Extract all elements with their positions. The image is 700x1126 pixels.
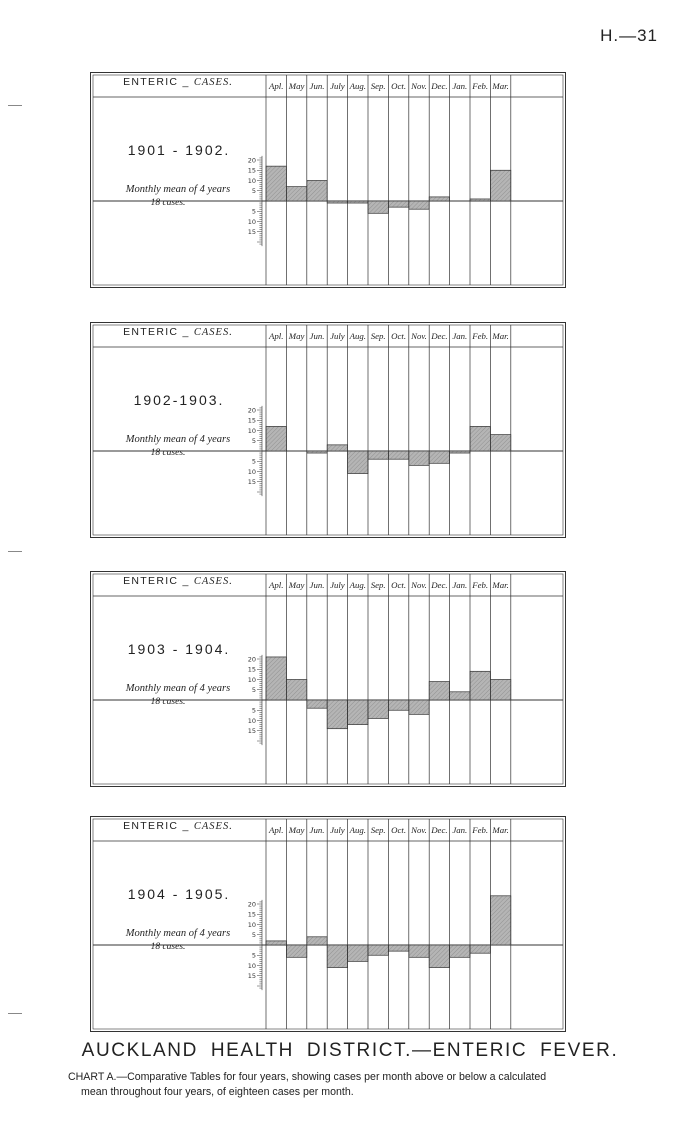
month-label: Jan. bbox=[452, 825, 468, 835]
month-label: Jan. bbox=[452, 580, 468, 590]
y-tick-label: 10 bbox=[247, 176, 256, 185]
month-label: July bbox=[330, 331, 345, 341]
outer-border bbox=[91, 323, 566, 538]
y-tick-label: 5 bbox=[251, 187, 256, 196]
bar-sep bbox=[368, 700, 388, 718]
month-label: Apl. bbox=[268, 81, 284, 91]
y-tick-label: 10 bbox=[247, 716, 256, 725]
chart-heading: ENTERIC _ CASES. bbox=[123, 575, 233, 587]
y-tick-label: 15 bbox=[247, 228, 256, 237]
chart-heading: ENTERIC _ CASES. bbox=[123, 820, 233, 832]
chart-year-label: 1904 - 1905. bbox=[127, 886, 231, 902]
month-label: May bbox=[288, 825, 305, 835]
month-label: Mar. bbox=[492, 825, 509, 835]
y-tick-label: 15 bbox=[247, 972, 256, 981]
month-label: Mar. bbox=[492, 580, 509, 590]
y-tick-label: 15 bbox=[247, 416, 256, 425]
bar-nov bbox=[409, 201, 429, 209]
y-tick-label: 15 bbox=[247, 478, 256, 487]
month-label: Feb. bbox=[472, 331, 489, 341]
month-label: Apl. bbox=[268, 825, 284, 835]
month-label: Aug. bbox=[349, 825, 366, 835]
mean-label: Monthly mean of 4 years bbox=[125, 434, 231, 445]
month-label: Oct. bbox=[391, 331, 407, 341]
y-tick-label: 10 bbox=[247, 426, 256, 435]
month-label: Oct. bbox=[391, 825, 407, 835]
mean-label: Monthly mean of 4 years bbox=[125, 683, 231, 694]
bar-dec bbox=[429, 945, 449, 968]
chart-panel-1904-1905 bbox=[90, 816, 566, 1032]
bar-feb bbox=[470, 426, 490, 451]
month-label: Aug. bbox=[349, 580, 366, 590]
bar-sep bbox=[368, 945, 388, 955]
inner-border bbox=[93, 574, 563, 784]
month-label: May bbox=[288, 580, 305, 590]
y-tick-label: 10 bbox=[247, 920, 256, 929]
bar-july bbox=[327, 945, 347, 968]
month-label: May bbox=[288, 331, 305, 341]
mean-label: Monthly mean of 4 years bbox=[125, 184, 231, 195]
caption-line-2: mean throughout four years, of eighteen cases per month. bbox=[81, 1086, 354, 1098]
bar-apl bbox=[266, 166, 286, 201]
bar-jan bbox=[450, 692, 470, 700]
y-tick-label: 5 bbox=[251, 706, 256, 715]
bar-oct bbox=[388, 945, 408, 951]
bar-aug bbox=[348, 700, 368, 725]
month-label: Feb. bbox=[472, 580, 489, 590]
chart-svg bbox=[90, 816, 566, 1032]
bar-apl bbox=[266, 941, 286, 945]
bar-may bbox=[286, 187, 306, 201]
bar-apl bbox=[266, 657, 286, 700]
bar-aug bbox=[348, 201, 368, 203]
chart-panel-1903-1904 bbox=[90, 571, 566, 787]
bar-feb bbox=[470, 199, 490, 201]
month-label: Dec. bbox=[431, 81, 448, 91]
month-label: Jan. bbox=[452, 331, 468, 341]
bar-dec bbox=[429, 197, 449, 201]
y-tick-label: 20 bbox=[247, 900, 256, 909]
y-tick-label: 20 bbox=[247, 655, 256, 664]
bar-mar bbox=[490, 170, 510, 201]
y-tick-label: 20 bbox=[247, 406, 256, 415]
month-label: Jan. bbox=[452, 81, 468, 91]
month-label: Jun. bbox=[309, 825, 325, 835]
chart-panel-1901-1902 bbox=[90, 72, 566, 288]
chart-year-label: 1902-1903. bbox=[133, 392, 225, 408]
y-tick-label: 5 bbox=[251, 207, 256, 216]
month-label: Mar. bbox=[492, 331, 509, 341]
month-label: Sep. bbox=[370, 81, 386, 91]
mean-value: 18 cases. bbox=[150, 198, 186, 208]
bar-july bbox=[327, 445, 347, 451]
month-label: Nov. bbox=[411, 825, 427, 835]
chart-svg bbox=[90, 72, 566, 288]
month-label: Apl. bbox=[268, 580, 284, 590]
month-label: Mar. bbox=[492, 81, 509, 91]
month-label: Aug. bbox=[349, 331, 366, 341]
month-label: Jun. bbox=[309, 81, 325, 91]
month-label: Sep. bbox=[370, 331, 386, 341]
y-tick-label: 5 bbox=[251, 951, 256, 960]
y-tick-label: 10 bbox=[247, 467, 256, 476]
y-tick-label: 5 bbox=[251, 686, 256, 695]
mean-label: Monthly mean of 4 years bbox=[125, 928, 231, 939]
mean-value: 18 cases. bbox=[150, 697, 186, 707]
bar-dec bbox=[429, 451, 449, 463]
month-label: Dec. bbox=[431, 331, 448, 341]
y-tick-label: 10 bbox=[247, 675, 256, 684]
month-label: Apl. bbox=[268, 331, 284, 341]
chart-svg bbox=[90, 571, 566, 787]
month-label: Oct. bbox=[391, 580, 407, 590]
y-tick-label: 15 bbox=[247, 665, 256, 674]
y-tick-label: 5 bbox=[251, 931, 256, 940]
y-tick-label: 5 bbox=[251, 437, 256, 446]
bar-july bbox=[327, 700, 347, 729]
chart-heading: ENTERIC _ CASES. bbox=[123, 326, 233, 338]
month-label: Nov. bbox=[411, 331, 427, 341]
bar-jun bbox=[307, 451, 327, 453]
bar-sep bbox=[368, 451, 388, 459]
chart-svg bbox=[90, 322, 566, 538]
bar-jan bbox=[450, 945, 470, 957]
month-label: May bbox=[288, 81, 305, 91]
bar-feb bbox=[470, 671, 490, 700]
month-label: Oct. bbox=[391, 81, 407, 91]
month-label: Feb. bbox=[472, 825, 489, 835]
mean-value: 18 cases. bbox=[150, 448, 186, 458]
bar-nov bbox=[409, 700, 429, 714]
y-tick-label: 5 bbox=[251, 457, 256, 466]
bar-may bbox=[286, 680, 306, 701]
bar-mar bbox=[490, 680, 510, 701]
month-label: Jun. bbox=[309, 580, 325, 590]
chart-heading: ENTERIC _ CASES. bbox=[123, 76, 233, 88]
bar-apl bbox=[266, 426, 286, 451]
bar-mar bbox=[490, 896, 510, 945]
bar-july bbox=[327, 201, 347, 203]
bar-oct bbox=[388, 201, 408, 207]
y-tick-label: 15 bbox=[247, 727, 256, 736]
bar-oct bbox=[388, 700, 408, 710]
chart-year-label: 1903 - 1904. bbox=[127, 641, 231, 657]
bar-may bbox=[286, 945, 306, 957]
mean-value: 18 cases. bbox=[150, 942, 186, 952]
margin-mark bbox=[8, 1013, 22, 1014]
bar-jan bbox=[450, 451, 470, 453]
bar-sep bbox=[368, 201, 388, 213]
month-label: Feb. bbox=[472, 81, 489, 91]
y-tick-label: 10 bbox=[247, 217, 256, 226]
month-label: Nov. bbox=[411, 580, 427, 590]
chart-panel-1902-1903 bbox=[90, 322, 566, 538]
bar-jun bbox=[307, 937, 327, 945]
month-label: July bbox=[330, 825, 345, 835]
bar-nov bbox=[409, 945, 429, 957]
caption-line-1: CHART A.—Comparative Tables for four years, showing cases per month above or below a calculated bbox=[68, 1071, 547, 1083]
outer-border bbox=[91, 572, 566, 787]
month-label: Aug. bbox=[349, 81, 366, 91]
page-reference: H.—31 bbox=[600, 26, 658, 45]
margin-mark bbox=[8, 551, 22, 552]
month-label: Jun. bbox=[309, 331, 325, 341]
y-tick-label: 20 bbox=[247, 156, 256, 165]
y-tick-label: 15 bbox=[247, 910, 256, 919]
month-label: Dec. bbox=[431, 580, 448, 590]
month-label: Dec. bbox=[431, 825, 448, 835]
bar-feb bbox=[470, 945, 490, 953]
margin-mark bbox=[8, 105, 22, 106]
main-title: AUCKLAND HEALTH DISTRICT.—ENTERIC FEVER. bbox=[81, 1040, 619, 1061]
bar-jun bbox=[307, 700, 327, 708]
y-tick-label: 15 bbox=[247, 166, 256, 175]
month-label: Nov. bbox=[411, 81, 427, 91]
bar-jun bbox=[307, 181, 327, 202]
bar-aug bbox=[348, 451, 368, 474]
chart-caption bbox=[68, 1070, 628, 1100]
bar-dec bbox=[429, 682, 449, 700]
month-label: July bbox=[330, 81, 345, 91]
month-label: Sep. bbox=[370, 580, 386, 590]
bar-aug bbox=[348, 945, 368, 961]
y-tick-label: 10 bbox=[247, 961, 256, 970]
month-label: Sep. bbox=[370, 825, 386, 835]
bar-mar bbox=[490, 435, 510, 451]
bar-nov bbox=[409, 451, 429, 465]
chart-year-label: 1901 - 1902. bbox=[127, 142, 231, 158]
month-label: July bbox=[330, 580, 345, 590]
inner-border bbox=[93, 325, 563, 535]
bar-oct bbox=[388, 451, 408, 459]
